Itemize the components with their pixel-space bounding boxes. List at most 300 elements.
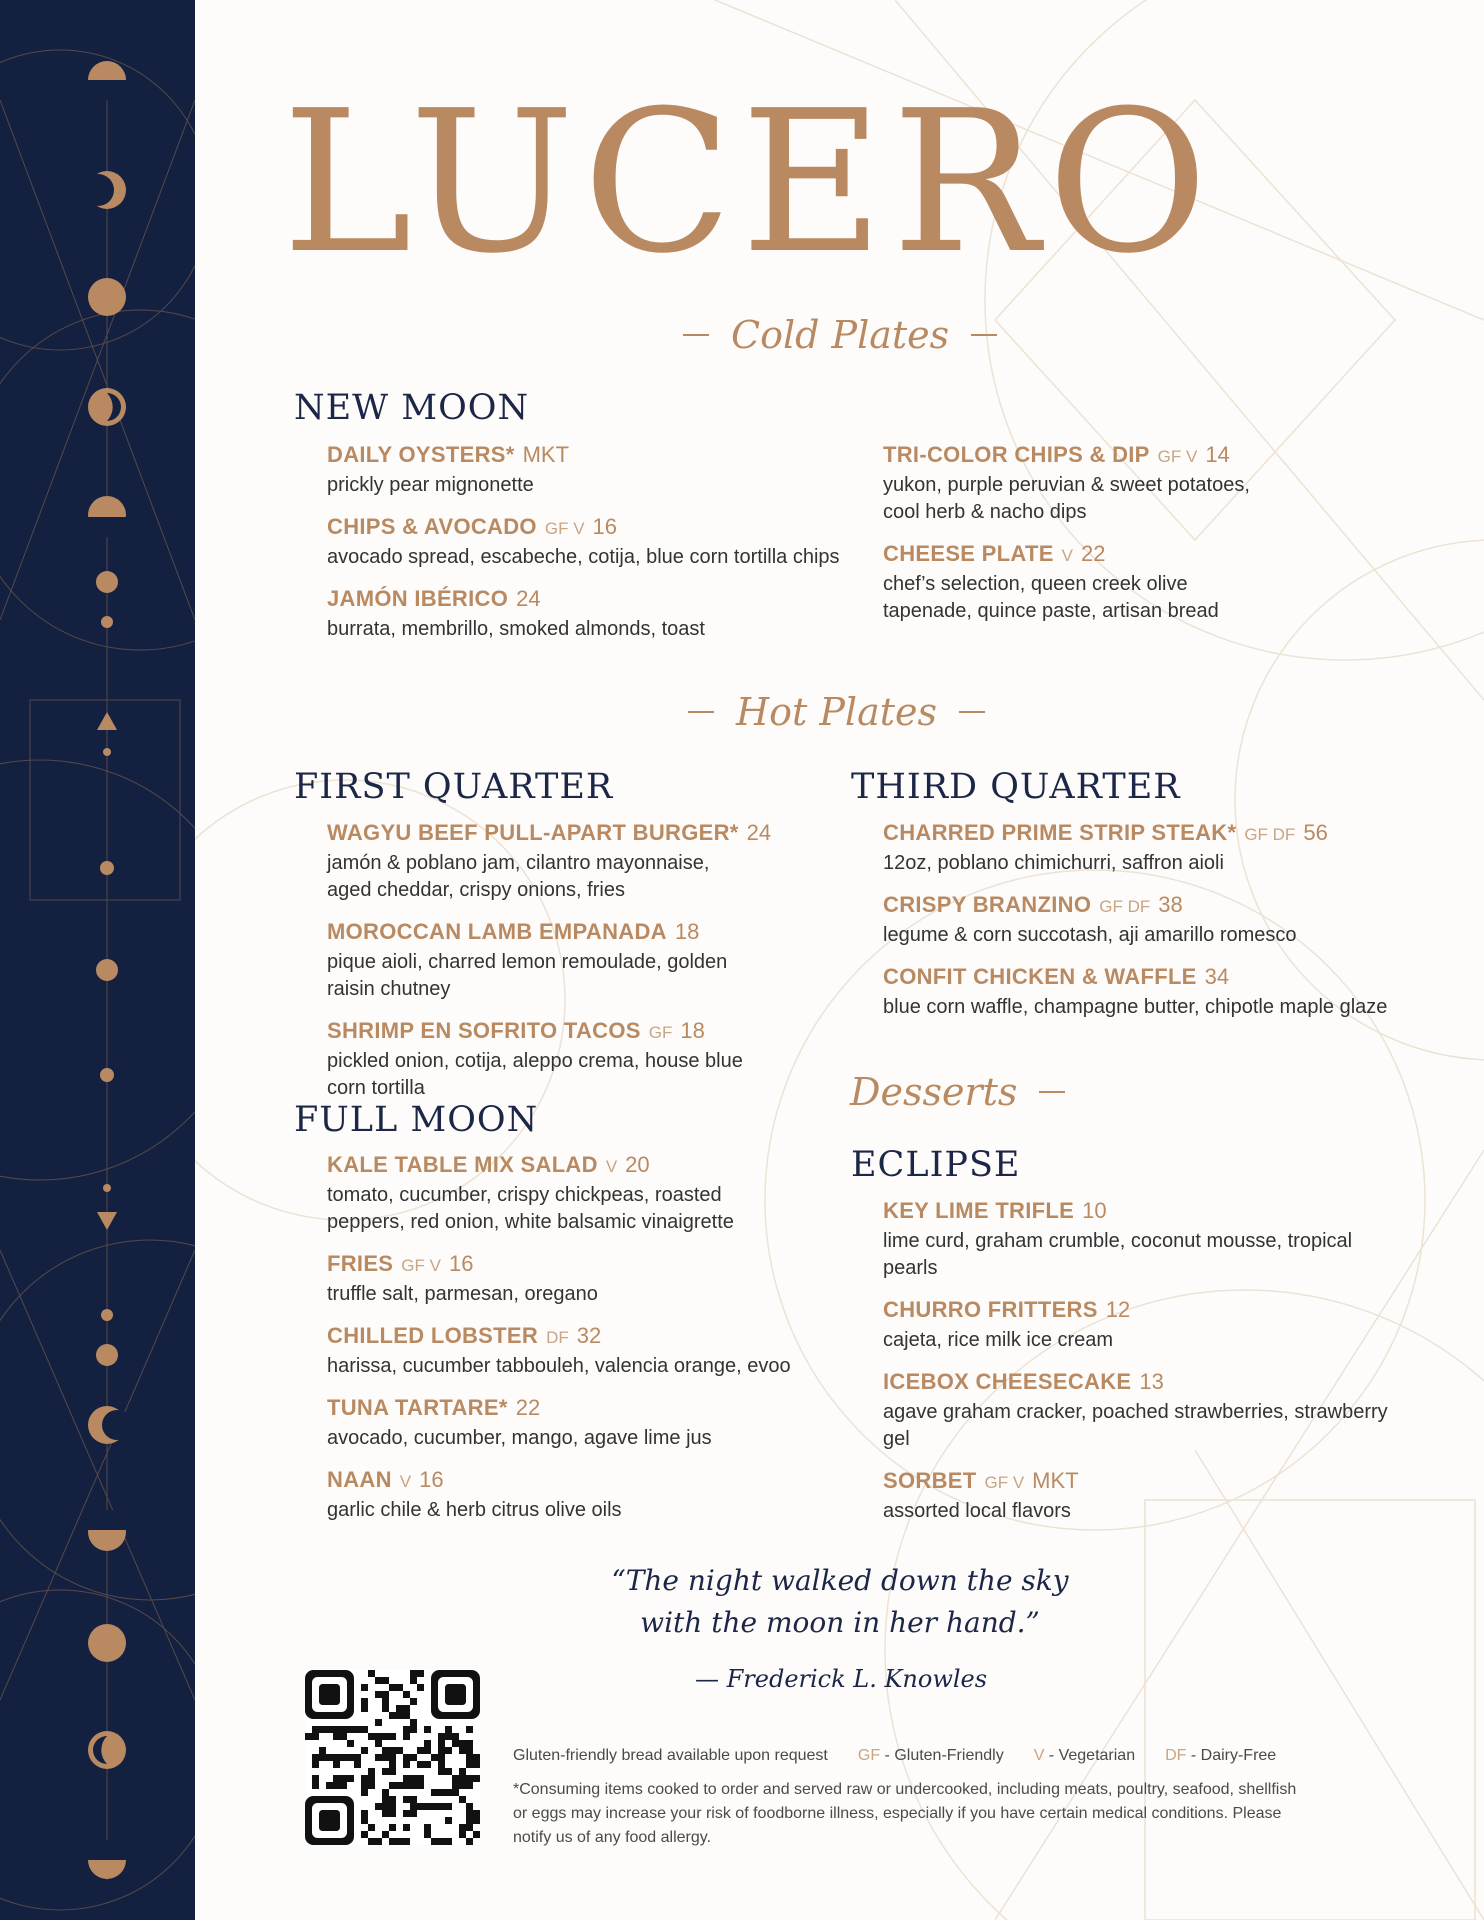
qr-module xyxy=(319,1726,326,1733)
menu-item-description: legume & corn succotash, aji amarillo romesco xyxy=(883,924,1297,946)
menu-item-description: yukon, purple peruvian & sweet potatoes, cool herb & nacho dips xyxy=(883,474,1250,523)
qr-module xyxy=(319,1754,326,1761)
qr-code[interactable] xyxy=(305,1670,480,1845)
menu-item-description: harissa, cucumber tabbouleh, valencia orange, evoo xyxy=(327,1355,791,1377)
menu-item-name: CHILLED LOBSTER xyxy=(327,1323,539,1348)
qr-module xyxy=(340,1726,347,1733)
menu-item xyxy=(327,440,847,499)
menu-item-name: TUNA TARTARE* xyxy=(327,1395,508,1420)
menu-item-header xyxy=(327,917,771,949)
qr-module xyxy=(361,1775,368,1782)
qr-module xyxy=(347,1754,354,1761)
legend-df xyxy=(1165,1744,1276,1768)
menu-item-header xyxy=(883,1196,1403,1228)
qr-module xyxy=(424,1761,431,1768)
qr-module xyxy=(452,1733,459,1740)
qr-module xyxy=(438,1768,445,1775)
menu-item-header xyxy=(883,818,1403,850)
menu-item xyxy=(883,1196,1403,1282)
qr-module xyxy=(466,1761,473,1768)
qr-module xyxy=(361,1684,368,1691)
menu-item-dietary-tags: GF V xyxy=(1157,447,1198,466)
qr-module xyxy=(452,1775,459,1782)
dietary-legend xyxy=(513,1744,1313,1768)
menu-item-header xyxy=(883,962,1403,994)
qr-module xyxy=(382,1796,389,1803)
qr-module xyxy=(431,1754,438,1761)
menu-item-description: truffle salt, parmesan, oregano xyxy=(327,1283,598,1305)
quote-author: — Frederick L. Knowles xyxy=(695,1665,988,1693)
menu-item xyxy=(883,1295,1403,1354)
qr-module xyxy=(424,1726,431,1733)
menu-item-price: 14 xyxy=(1205,442,1230,467)
menu-item-name: KEY LIME TRIFLE xyxy=(883,1198,1075,1223)
qr-module xyxy=(389,1747,396,1754)
menu-item-header xyxy=(327,512,847,544)
qr-module xyxy=(466,1747,473,1754)
qr-module xyxy=(403,1705,410,1712)
category-third-quarter: THIRD QUARTER xyxy=(851,767,1181,807)
qr-module xyxy=(445,1803,452,1810)
qr-module xyxy=(459,1747,466,1754)
menu-item-price: 32 xyxy=(576,1323,602,1348)
menu-item-name: KALE TABLE MIX SALAD xyxy=(327,1152,598,1177)
qr-module xyxy=(389,1761,396,1768)
qr-module xyxy=(375,1719,382,1726)
qr-module xyxy=(326,1754,333,1761)
qr-module xyxy=(382,1768,389,1775)
menu-item-price: 10 xyxy=(1082,1198,1107,1223)
qr-module xyxy=(403,1761,410,1768)
menu-item xyxy=(883,818,1403,877)
section-hot-plates xyxy=(688,690,985,734)
menu-item-dietary-tags: V xyxy=(399,1472,412,1491)
qr-module xyxy=(389,1733,396,1740)
qr-module xyxy=(459,1824,466,1831)
qr-module xyxy=(389,1796,396,1803)
qr-module xyxy=(417,1747,424,1754)
menu-item-name: CHEESE PLATE xyxy=(883,541,1054,566)
eclipse-items xyxy=(883,1196,1403,1538)
qr-module xyxy=(473,1831,480,1838)
qr-module xyxy=(417,1670,424,1677)
menu-item-name: CHARRED PRIME STRIP STEAK* xyxy=(883,820,1237,845)
menu-item-description: garlic chile & herb citrus olive oils xyxy=(327,1499,622,1521)
qr-module xyxy=(424,1831,431,1838)
qr-module xyxy=(382,1789,389,1796)
qr-module xyxy=(368,1824,375,1831)
qr-module xyxy=(459,1831,466,1838)
qr-module xyxy=(445,1817,452,1824)
qr-module xyxy=(396,1705,403,1712)
menu-item-price: 16 xyxy=(592,514,618,539)
menu-item xyxy=(327,1150,797,1236)
qr-module xyxy=(473,1817,480,1824)
legend-df-label: - Dairy-Free xyxy=(1186,1747,1277,1764)
menu-item-description: pique aioli, charred lemon remoulade, golden raisin chutney xyxy=(327,951,728,1000)
qr-module xyxy=(417,1684,424,1691)
qr-module xyxy=(410,1726,417,1733)
menu-item-dietary-tags: GF DF xyxy=(1244,825,1296,844)
qr-module xyxy=(333,1754,340,1761)
moon-phase-sidebar xyxy=(0,0,195,1920)
qr-module xyxy=(438,1733,445,1740)
qr-module xyxy=(403,1810,410,1817)
qr-module xyxy=(403,1733,410,1740)
qr-module xyxy=(361,1789,368,1796)
qr-module xyxy=(424,1747,431,1754)
new-moon-right-items xyxy=(883,440,1253,638)
menu-item xyxy=(327,818,771,904)
qr-module xyxy=(445,1726,452,1733)
menu-item-price: 16 xyxy=(448,1251,474,1276)
menu-item-price: 16 xyxy=(419,1467,444,1492)
qr-module xyxy=(459,1796,466,1803)
menu-item-name: DAILY OYSTERS* xyxy=(327,442,515,467)
qr-module xyxy=(459,1775,466,1782)
menu-item-header xyxy=(327,1249,797,1281)
menu-item xyxy=(327,1249,797,1308)
menu-item xyxy=(327,1393,797,1452)
qr-module xyxy=(389,1824,396,1831)
menu-item-price: 24 xyxy=(516,586,541,611)
section-cold-plates xyxy=(683,313,997,357)
qr-module xyxy=(431,1789,438,1796)
qr-module xyxy=(382,1691,389,1698)
qr-module xyxy=(361,1705,368,1712)
legend-v xyxy=(1034,1744,1135,1768)
qr-module xyxy=(375,1733,382,1740)
menu-item-header xyxy=(327,1321,797,1353)
qr-module xyxy=(382,1677,389,1684)
qr-module xyxy=(319,1747,326,1754)
qr-module xyxy=(354,1761,361,1768)
menu-item-header xyxy=(327,440,847,472)
legend-gf-label: - Gluten-Friendly xyxy=(880,1747,1004,1764)
qr-module xyxy=(452,1740,459,1747)
qr-module xyxy=(438,1803,445,1810)
menu-item-name: JAMÓN IBÉRICO xyxy=(327,586,509,611)
menu-item xyxy=(883,1466,1403,1525)
qr-module xyxy=(473,1754,480,1761)
menu-item-name: CONFIT CHICKEN & WAFFLE xyxy=(883,964,1197,989)
qr-module xyxy=(459,1740,466,1747)
qr-module xyxy=(466,1803,473,1810)
menu-item xyxy=(327,584,847,643)
qr-module xyxy=(389,1684,396,1691)
qr-module xyxy=(368,1733,375,1740)
qr-module xyxy=(305,1733,312,1740)
menu-item-price: 20 xyxy=(625,1152,650,1177)
qr-module xyxy=(340,1754,347,1761)
menu-item-description: cajeta, rice milk ice cream xyxy=(883,1329,1114,1351)
qr-module xyxy=(375,1691,382,1698)
qr-module xyxy=(375,1803,382,1810)
qr-module xyxy=(326,1726,333,1733)
qr-module xyxy=(361,1831,368,1838)
qr-module xyxy=(389,1810,396,1817)
qr-module xyxy=(382,1754,389,1761)
menu-item-header xyxy=(883,440,1253,472)
qr-module xyxy=(333,1775,340,1782)
section-hot-plates-label: Hot Plates xyxy=(736,690,938,734)
menu-item-name: NAAN xyxy=(327,1467,392,1492)
qr-module xyxy=(417,1761,424,1768)
menu-item-price: 34 xyxy=(1204,964,1230,989)
qr-module xyxy=(361,1698,368,1705)
qr-module xyxy=(410,1782,417,1789)
qr-module xyxy=(466,1726,473,1733)
menu-item-description: agave graham cracker, poached strawberries, strawberry gel xyxy=(883,1401,1388,1450)
menu-item-dietary-tags: DF xyxy=(546,1328,569,1347)
qr-module xyxy=(375,1754,382,1761)
qr-module xyxy=(396,1782,403,1789)
menu-item-description: tomato, cucumber, crispy chickpeas, roasted peppers, red onion, white balsamic vinaigrette xyxy=(327,1184,734,1233)
qr-module xyxy=(375,1740,382,1747)
menu-item-header xyxy=(883,890,1403,922)
qr-module xyxy=(417,1775,424,1782)
qr-module xyxy=(382,1705,389,1712)
menu-item-price: 12 xyxy=(1105,1297,1131,1322)
qr-module xyxy=(445,1768,452,1775)
menu-item-header xyxy=(327,1016,771,1048)
qr-module xyxy=(438,1761,445,1768)
menu-item-header xyxy=(327,818,771,850)
qr-module xyxy=(333,1782,340,1789)
menu-item-name: ICEBOX CHEESECAKE xyxy=(883,1369,1132,1394)
qr-module xyxy=(361,1810,368,1817)
dash-right xyxy=(971,334,997,336)
qr-module xyxy=(333,1733,340,1740)
menu-item-dietary-tags: GF xyxy=(648,1023,673,1042)
category-eclipse: ECLIPSE xyxy=(851,1145,1021,1185)
qr-module xyxy=(438,1740,445,1747)
menu-item xyxy=(327,1016,771,1102)
qr-module xyxy=(473,1775,480,1782)
menu-item-header xyxy=(883,1295,1403,1327)
legend-df-key: DF xyxy=(1165,1747,1187,1764)
quote-line-2: with the moon in her hand.” xyxy=(640,1606,1040,1639)
qr-module xyxy=(424,1824,431,1831)
menu-item-description: prickly pear mignonette xyxy=(327,474,534,496)
qr-module xyxy=(347,1726,354,1733)
legend-v-label: - Vegetarian xyxy=(1044,1747,1136,1764)
qr-module xyxy=(403,1754,410,1761)
menu-item-price: 24 xyxy=(746,820,772,845)
gluten-friendly-bread-note: Gluten-friendly bread available upon request xyxy=(513,1747,828,1764)
menu-item-price: 18 xyxy=(674,919,700,944)
qr-module xyxy=(375,1838,382,1845)
qr-module xyxy=(431,1803,438,1810)
qr-module xyxy=(368,1782,375,1789)
legend-gf xyxy=(858,1744,1004,1768)
qr-module xyxy=(368,1768,375,1775)
qr-module xyxy=(312,1775,319,1782)
quote-line-1: “The night walked down the sky xyxy=(611,1564,1069,1597)
qr-module xyxy=(438,1838,445,1845)
qr-module xyxy=(333,1726,340,1733)
menu-item-name: SHRIMP EN SOFRITO TACOS xyxy=(327,1018,641,1043)
qr-module xyxy=(382,1733,389,1740)
menu-item-description: burrata, membrillo, smoked almonds, toast xyxy=(327,618,705,640)
qr-module xyxy=(417,1803,424,1810)
qr-module xyxy=(368,1670,375,1677)
qr-module xyxy=(312,1754,319,1761)
qr-module xyxy=(431,1838,438,1845)
qr-module xyxy=(466,1838,473,1845)
dash-right xyxy=(1039,1091,1065,1093)
menu-item-name: FRIES xyxy=(327,1251,394,1276)
footer-notes xyxy=(513,1744,1313,1850)
qr-module xyxy=(410,1754,417,1761)
qr-module xyxy=(452,1782,459,1789)
qr-module xyxy=(312,1726,319,1733)
menu-item xyxy=(883,962,1403,1021)
menu-item-description: chef’s selection, queen creek olive tapenade, quince paste, artisan bread xyxy=(883,573,1219,622)
qr-module xyxy=(410,1719,417,1726)
qr-module xyxy=(459,1782,466,1789)
qr-module xyxy=(326,1782,333,1789)
qr-module xyxy=(410,1698,417,1705)
qr-module xyxy=(340,1733,347,1740)
qr-module xyxy=(340,1775,347,1782)
qr-module xyxy=(396,1712,403,1719)
qr-module xyxy=(410,1796,417,1803)
legend-v-key: V xyxy=(1033,1747,1045,1764)
qr-module xyxy=(403,1782,410,1789)
first-quarter-items xyxy=(327,818,771,1115)
menu-item xyxy=(327,512,847,571)
menu-item-dietary-tags: GF V xyxy=(544,519,585,538)
menu-item-price: 22 xyxy=(515,1395,541,1420)
menu-item-name: CHIPS & AVOCADO xyxy=(327,514,537,539)
qr-module xyxy=(445,1838,452,1845)
qr-module xyxy=(403,1712,410,1719)
section-desserts xyxy=(850,1070,1065,1114)
menu-item-header xyxy=(327,1465,797,1497)
qr-module xyxy=(466,1824,473,1831)
qr-module xyxy=(438,1754,445,1761)
qr-module xyxy=(389,1754,396,1761)
category-first-quarter: FIRST QUARTER xyxy=(294,767,614,807)
qr-module xyxy=(312,1733,319,1740)
menu-item xyxy=(327,917,771,1003)
menu-item-price: 22 xyxy=(1081,541,1106,566)
qr-module xyxy=(396,1747,403,1754)
qr-module xyxy=(445,1747,452,1754)
menu-item-description: avocado, cucumber, mango, agave lime jus xyxy=(327,1427,712,1449)
qr-module xyxy=(354,1726,361,1733)
menu-item-name: MOROCCAN LAMB EMPANADA xyxy=(327,919,667,944)
qr-module xyxy=(382,1831,389,1838)
qr-module xyxy=(333,1761,340,1768)
qr-module xyxy=(403,1838,410,1845)
qr-module xyxy=(347,1775,354,1782)
qr-module xyxy=(368,1838,375,1845)
menu-item-description: lime curd, graham crumble, coconut mousse, tropical pearls xyxy=(883,1230,1353,1279)
qr-module xyxy=(368,1775,375,1782)
qr-module xyxy=(410,1677,417,1684)
qr-module xyxy=(466,1810,473,1817)
menu-item-name: TRI-COLOR CHIPS & DIP xyxy=(883,442,1150,467)
qr-module xyxy=(389,1838,396,1845)
full-moon-items xyxy=(327,1150,797,1537)
new-moon-left-items xyxy=(327,440,847,656)
qr-module xyxy=(396,1838,403,1845)
qr-module xyxy=(361,1747,368,1754)
menu-item-description: jamón & poblano jam, cilantro mayonnaise, aged cheddar, crispy onions, fries xyxy=(327,852,710,901)
qr-module xyxy=(473,1761,480,1768)
qr-module xyxy=(375,1677,382,1684)
qr-module xyxy=(382,1698,389,1705)
qr-module xyxy=(389,1768,396,1775)
menu-item xyxy=(883,890,1403,949)
qr-module xyxy=(410,1775,417,1782)
legend-gf-key: GF xyxy=(857,1747,881,1764)
menu-item-name: WAGYU BEEF PULL-APART BURGER* xyxy=(327,820,739,845)
qr-module xyxy=(403,1796,410,1803)
qr-module xyxy=(445,1733,452,1740)
dash-left xyxy=(688,711,714,713)
qr-module xyxy=(452,1789,459,1796)
category-full-moon: FULL MOON xyxy=(294,1100,539,1140)
qr-module xyxy=(424,1803,431,1810)
qr-module xyxy=(396,1684,403,1691)
qr-module xyxy=(466,1740,473,1747)
qr-module xyxy=(354,1754,361,1761)
qr-module xyxy=(389,1712,396,1719)
qr-module xyxy=(466,1817,473,1824)
qr-module xyxy=(361,1782,368,1789)
qr-module xyxy=(410,1810,417,1817)
menu-item-price: 18 xyxy=(680,1018,705,1043)
menu-item-name: CHURRO FRITTERS xyxy=(883,1297,1098,1322)
menu-item-price: 13 xyxy=(1139,1369,1164,1394)
qr-module xyxy=(361,1726,368,1733)
menu-item-header xyxy=(327,1393,797,1425)
section-cold-plates-label: Cold Plates xyxy=(731,313,950,357)
menu-item-description: 12oz, poblano chimichurri, saffron aioli xyxy=(883,852,1224,874)
qr-module xyxy=(382,1747,389,1754)
qr-module xyxy=(312,1761,319,1768)
qr-module xyxy=(459,1768,466,1775)
menu-item xyxy=(883,1367,1403,1453)
menu-item-dietary-tags: GF DF xyxy=(1099,897,1151,916)
moon-phases-decoration xyxy=(0,0,195,1920)
menu-item-name: CRISPY BRANZINO xyxy=(883,892,1092,917)
food-safety-warning: *Consuming items cooked to order and served raw or undercooked, including meats, poultry, seafood, shellfish or eggs may increase your risk of foodborne illness, especially if you have certain medical conditions. Please notify us of any food allergy. xyxy=(513,1781,1297,1846)
menu-item-header xyxy=(883,539,1253,571)
menu-item-description: blue corn waffle, champagne butter, chipotle maple glaze xyxy=(883,996,1388,1018)
menu-item-header xyxy=(883,1466,1403,1498)
qr-module xyxy=(445,1789,452,1796)
menu-item xyxy=(327,1321,797,1380)
qr-module xyxy=(389,1803,396,1810)
qr-module xyxy=(438,1789,445,1796)
menu-item-price: 56 xyxy=(1303,820,1328,845)
menu-item-dietary-tags: V xyxy=(1061,546,1074,565)
qr-module xyxy=(466,1775,473,1782)
menu-item-dietary-tags: GF V xyxy=(984,1473,1025,1492)
menu-item-price: MKT xyxy=(1032,1468,1079,1493)
qr-module xyxy=(361,1817,368,1824)
category-new-moon: NEW MOON xyxy=(294,388,530,428)
qr-module xyxy=(466,1754,473,1761)
menu-item-description: pickled onion, cotija, aleppo crema, house blue corn tortilla xyxy=(327,1050,743,1099)
menu-item xyxy=(883,440,1253,526)
qr-module xyxy=(403,1691,410,1698)
qr-module xyxy=(347,1740,354,1747)
